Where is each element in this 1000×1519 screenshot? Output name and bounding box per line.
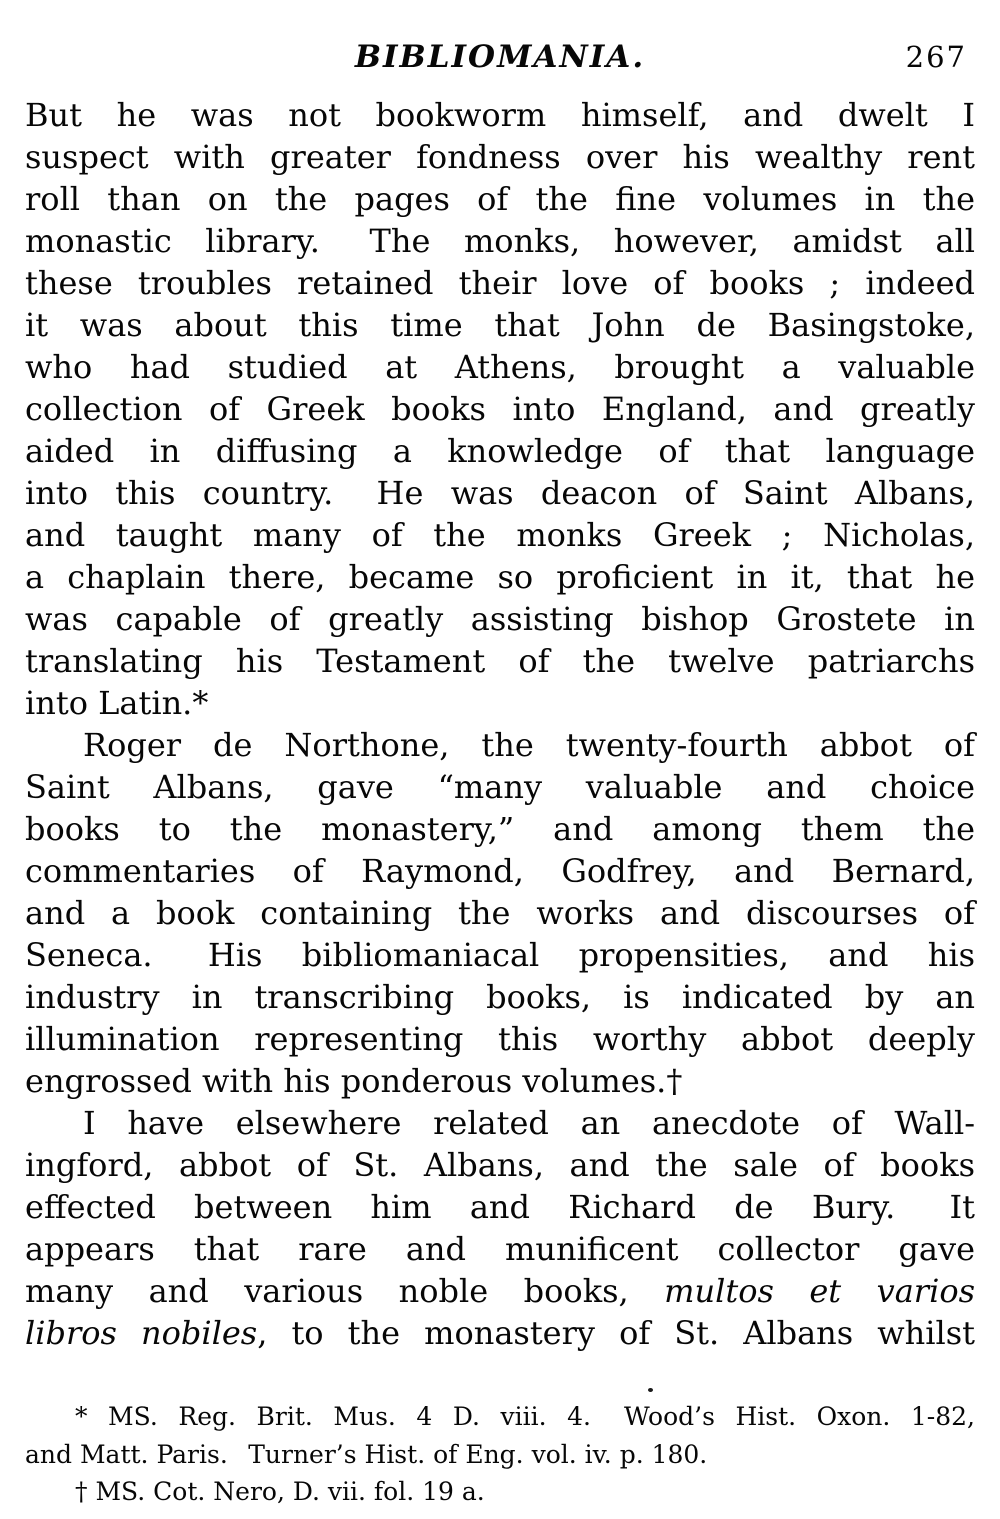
- text-line: Roger de Northone, the twenty-fourth abbot of: [83, 726, 975, 764]
- paragraph: [25, 724, 975, 1102]
- running-head: [25, 38, 975, 76]
- text-line: it was about this time that John de Basingstoke,: [25, 306, 975, 344]
- text-line: and taught many of the monks Greek ; Nicholas,: [25, 516, 975, 554]
- text-line: ingford, abbot of St. Albans, and the sale of books: [25, 1146, 975, 1184]
- text-line: into Latin.*: [25, 684, 209, 722]
- text-line: was capable of greatly assisting bishop Grostete in: [25, 600, 975, 638]
- text-line: Saint Albans, gave “many valuable and choice: [25, 768, 975, 806]
- italic-phrase: libros nobiles: [25, 1314, 258, 1352]
- paragraph: [25, 1102, 975, 1354]
- text-line: suspect with greater fondness over his wealthy rent: [25, 138, 975, 176]
- text-line: [25, 1270, 975, 1312]
- text-line: I have elsewhere related an anecdote of Wall-: [83, 1104, 975, 1142]
- text-line: Seneca. His bibliomaniacal propensities, and his: [25, 936, 975, 974]
- text-line: [25, 1312, 975, 1354]
- text-line: into this country. He was deacon of Saint Albans,: [25, 474, 975, 512]
- text-line: roll than on the pages of the fine volumes in the: [25, 180, 975, 218]
- footnote-line: and Matt. Paris. Turner’s Hist. of Eng. vol. iv. p. 180.: [25, 1439, 708, 1469]
- text-line: industry in transcribing books, is indicated by an: [25, 978, 975, 1016]
- italic-phrase: multos et varios: [664, 1272, 976, 1310]
- page-number: 267: [905, 40, 967, 74]
- footnote-line: † MS. Cot. Nero, D. vii. fol. 19 a.: [75, 1477, 485, 1506]
- text-segment: many and various noble books,: [25, 1272, 665, 1310]
- text-line: books to the monastery,” and among them the: [25, 810, 975, 848]
- page-title: BIBLIOMANIA.: [354, 39, 646, 75]
- text-line: appears that rare and munificent collector gave: [25, 1230, 975, 1268]
- text-line: monastic library. The monks, however, amidst all: [25, 222, 975, 260]
- scan-artifact-dot: [648, 1388, 653, 1392]
- text-line: illumination representing this worthy abbot deeply: [25, 1020, 975, 1058]
- text-line: commentaries of Raymond, Godfrey, and Bernard,: [25, 852, 975, 890]
- paragraph: [25, 94, 975, 724]
- text-line: these troubles retained their love of books ; indeed: [25, 264, 975, 302]
- text-line: translating his Testament of the twelve patriarchs: [25, 642, 975, 680]
- text-line: collection of Greek books into England, and greatly: [25, 390, 975, 428]
- text-line: a chaplain there, became so proficient in it, that he: [25, 558, 975, 596]
- text-segment: , to the monastery of St. Albans whilst: [257, 1314, 976, 1352]
- text-line: engrossed with his ponderous volumes.†: [25, 1062, 683, 1100]
- footnotes-section: [25, 1398, 975, 1511]
- text-line: and a book containing the works and discourses of: [25, 894, 975, 932]
- text-line: But he was not bookworm himself, and dwelt I: [25, 96, 975, 134]
- text-line: effected between him and Richard de Bury. It: [25, 1188, 975, 1226]
- body-text: [25, 94, 975, 1354]
- text-line: aided in diffusing a knowledge of that language: [25, 432, 975, 470]
- footnote-line: * MS. Reg. Brit. Mus. 4 D. viii. 4. Wood’s Hist. Oxon. 1-82,: [75, 1402, 975, 1431]
- text-line: who had studied at Athens, brought a valuable: [25, 348, 975, 386]
